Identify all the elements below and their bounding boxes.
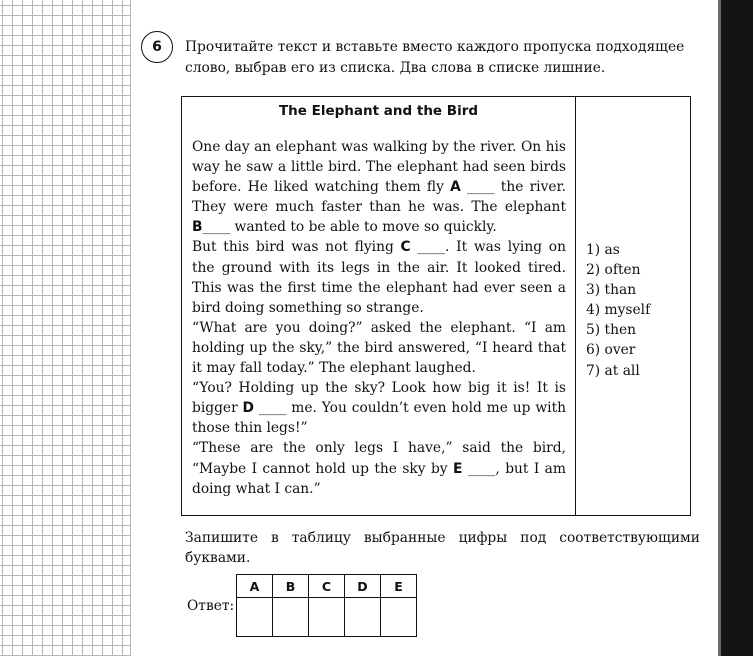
word-option: 7) at all	[586, 362, 640, 379]
task-number: 6	[152, 39, 162, 55]
word-option: 1) as	[586, 242, 620, 258]
instruction-line-2: слово, выбрав его из списка. Два слова в списке лишние.	[185, 60, 606, 76]
word-options-list	[586, 240, 686, 381]
word-option: 6) over	[586, 342, 636, 359]
gap-b-label: B	[192, 219, 203, 236]
gap-c-label: C	[400, 239, 411, 256]
story-paragraph-1: One day an elephant was walking by the river. On his way he saw a little bird. The elephant had seen birds before. He liked watching them fly A ____ the river. They were much faster than he was. The elephant B____ wanted to be able to move so quickly.	[192, 139, 567, 236]
story-text	[192, 137, 566, 499]
answer-label: Ответ:	[187, 598, 235, 614]
word-option: 3) than	[586, 282, 637, 299]
task-number-badge	[141, 31, 173, 63]
story-paragraph-3: “What are you doing?” asked the elephant. “I am holding up the sky,” the bird answered, “I heard that it may fall today.” The elephant laughed.	[192, 319, 566, 377]
story-title: The Elephant and the Bird	[278, 103, 479, 119]
dark-border-edge	[718, 0, 721, 656]
write-instruction: Запишите в таблицу выбранные цифры под соответствующими буквами.	[185, 530, 700, 566]
answer-cell-c[interactable]	[309, 598, 345, 637]
answer-letter-c: C	[309, 575, 345, 598]
word-option: 5) then	[586, 322, 637, 339]
gap-a-label: A	[450, 179, 461, 196]
answer-header-row	[237, 575, 417, 598]
story-paragraph-2: But this bird was not flying C ____. It was lying on the ground with its legs in the air. It looked tired. This was the first time the elephant had ever seen a bird doing something so strange.	[192, 239, 566, 316]
gap-d-label: D	[242, 400, 254, 417]
answer-letter-d: D	[345, 575, 381, 598]
answer-table	[236, 574, 417, 637]
answer-letter-a: A	[237, 575, 273, 598]
task-instruction	[185, 37, 705, 79]
answer-letter-b: B	[273, 575, 309, 598]
dark-border	[718, 0, 753, 656]
answer-input-row	[237, 598, 417, 637]
answer-cell-d[interactable]	[345, 598, 381, 637]
instruction-line-1: Прочитайте текст и вставьте вместо каждого пропуска подходящее	[185, 39, 685, 55]
graph-paper-margin	[0, 0, 131, 656]
story-paragraph-5: “These are the only legs I have,” said the bird, “Maybe I cannot hold up the sky by E ____, but I am doing what I can.”	[192, 440, 566, 497]
answer-letter-e: E	[381, 575, 417, 598]
word-option: 2) often	[586, 262, 641, 279]
answer-cell-e[interactable]	[381, 598, 417, 637]
word-option: 4) myself	[586, 302, 651, 319]
answer-cell-b[interactable]	[273, 598, 309, 637]
answer-cell-a[interactable]	[237, 598, 273, 637]
gap-e-label: E	[452, 460, 463, 477]
frame-divider	[575, 97, 576, 515]
story-paragraph-4: “You? Holding up the sky? Look how big it is! It is bigger D ____ me. You couldn’t even hold me up with those thin legs!”	[192, 380, 567, 437]
task-frame	[181, 96, 691, 516]
